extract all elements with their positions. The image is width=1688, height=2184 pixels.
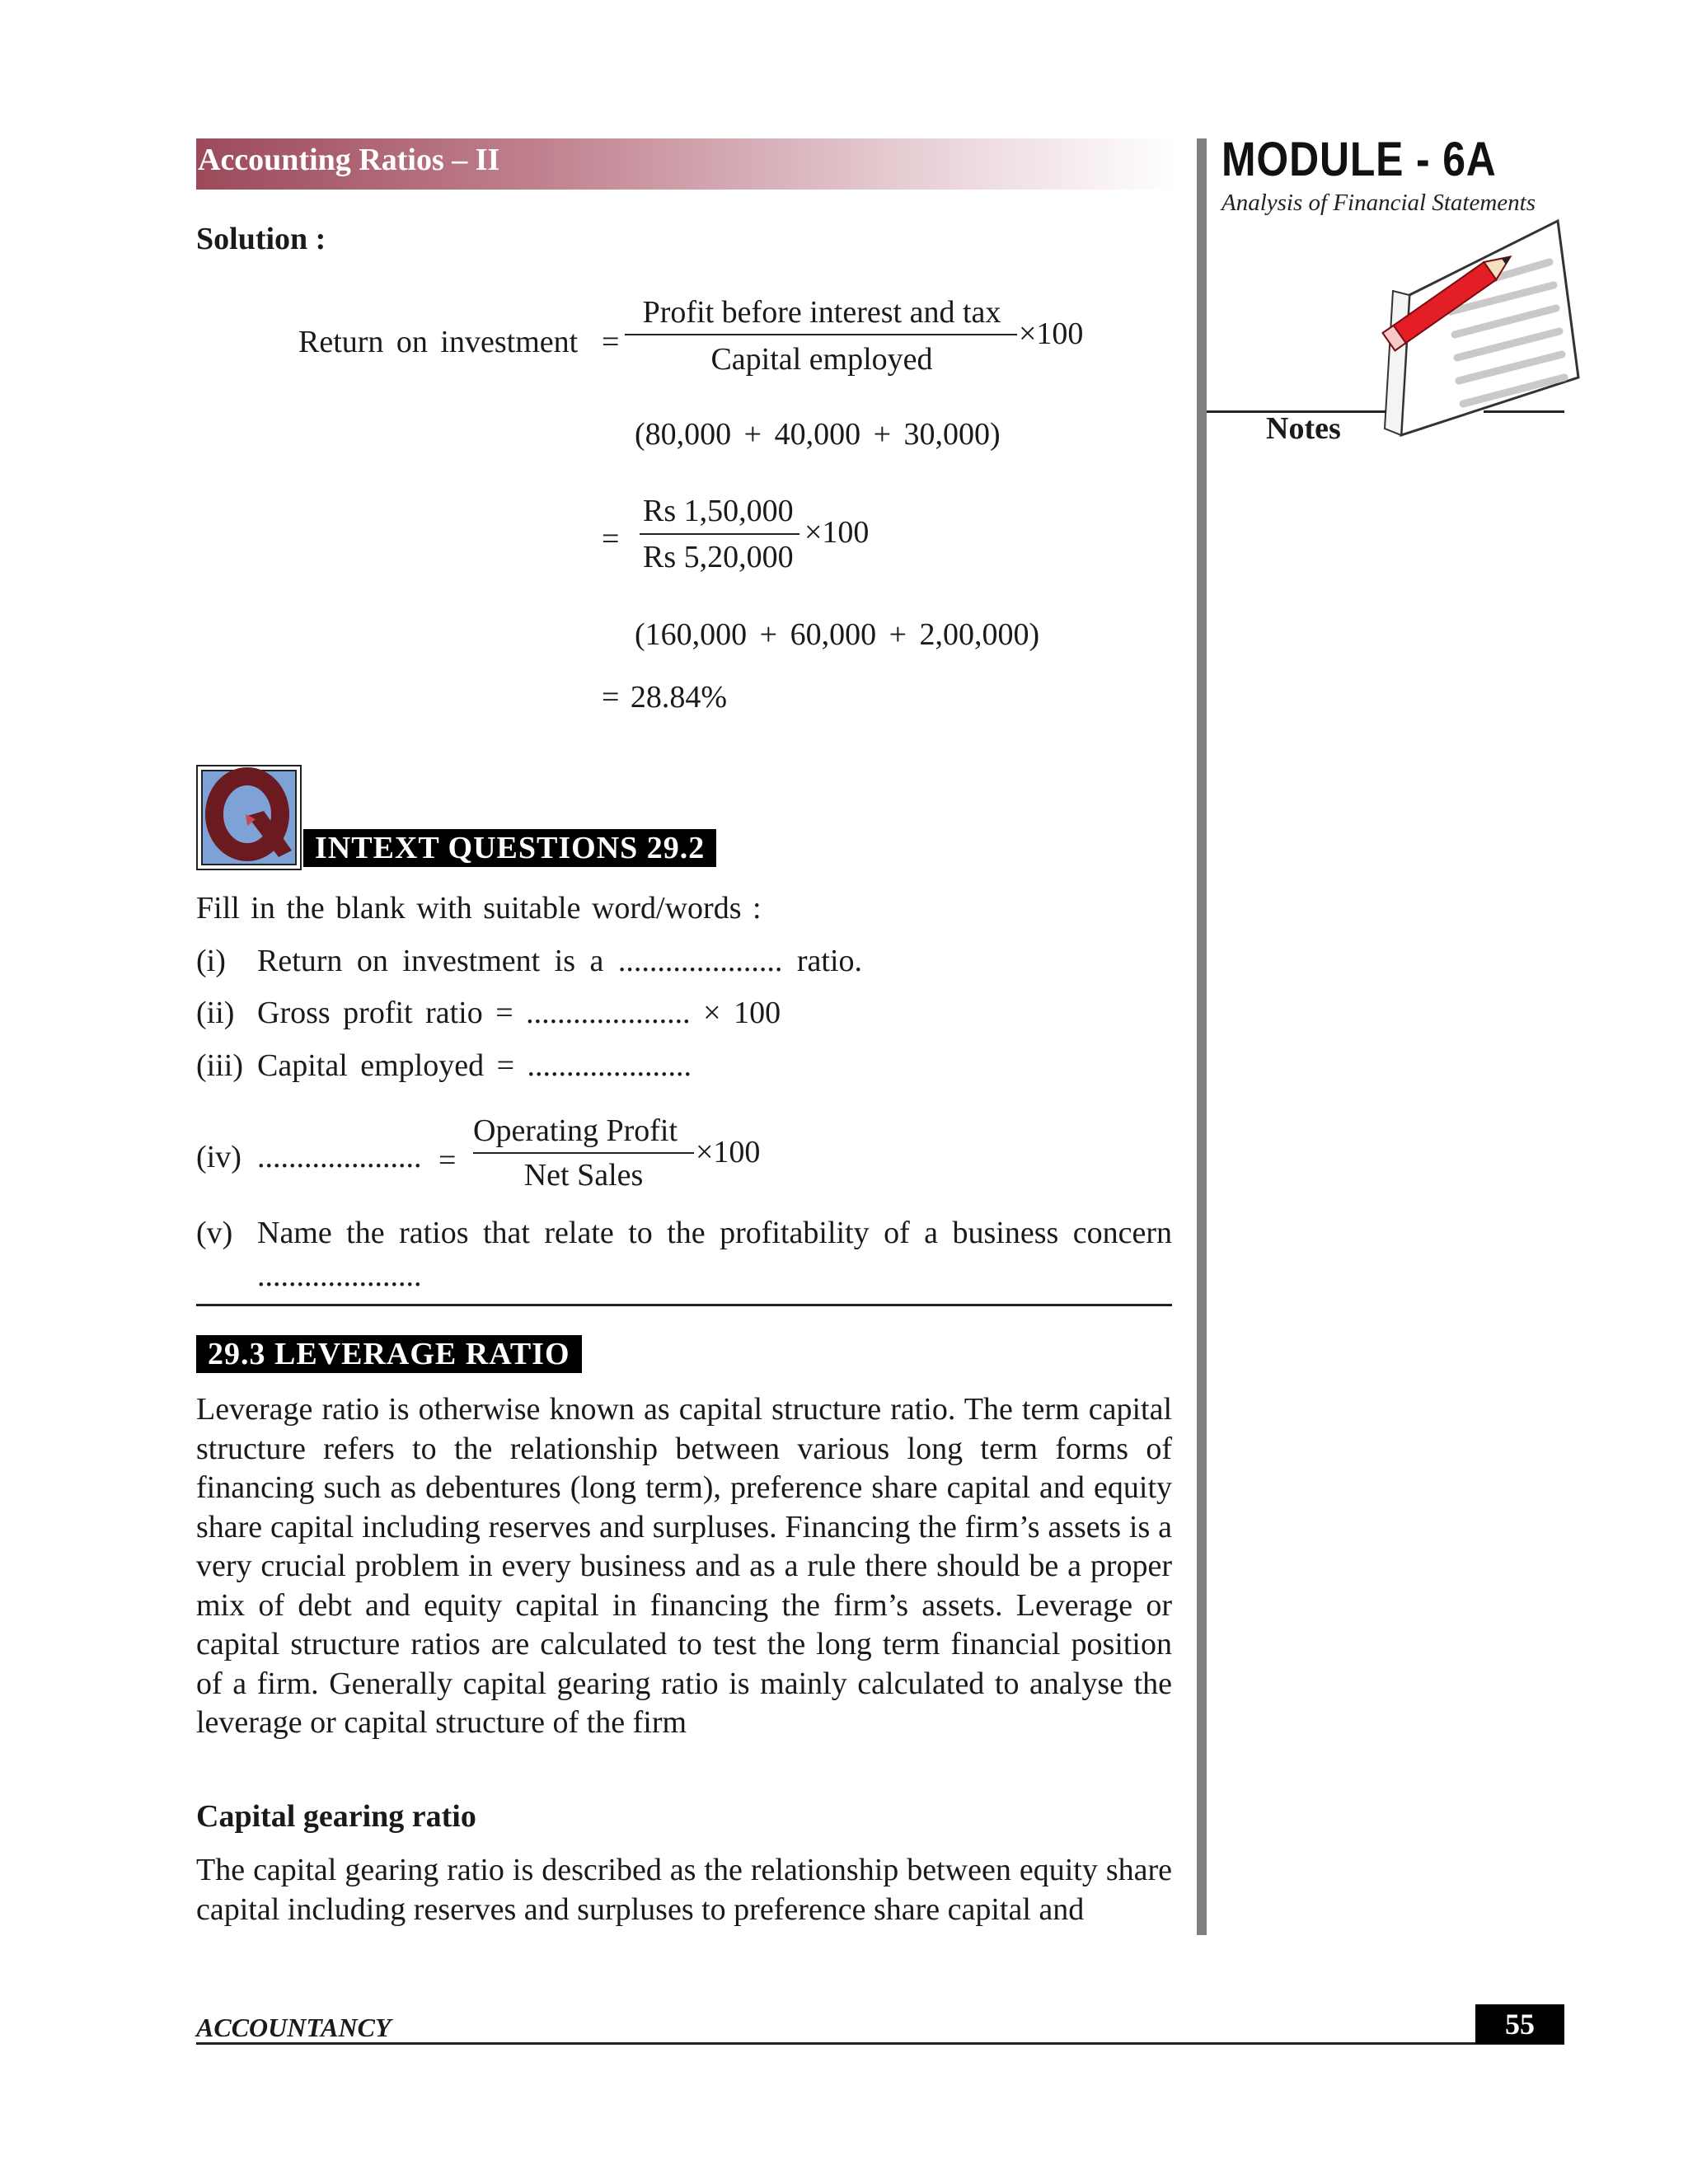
notes-label: Notes [1266, 411, 1341, 446]
result: = 28.84% [602, 680, 728, 715]
question-text: Gross profit ratio = ..................... × 100 [257, 996, 781, 1030]
denominator-value: Rs 5,20,000 [643, 540, 794, 574]
question-number: (v) [196, 1216, 233, 1250]
margin-divider [1197, 138, 1207, 1935]
equals-sign: = [438, 1143, 457, 1178]
paragraph: The capital gearing ratio is described as the relationship between equity share capital including reserves and surpluses to preference share capital and [196, 1853, 1172, 1927]
module-subtitle: Analysis of Financial Statements [1221, 190, 1536, 216]
equals-sign: = [602, 325, 620, 359]
numerator-value: Rs 1,50,000 [643, 494, 794, 528]
fraction-bar [640, 533, 799, 535]
capital-sum: (160,000 + 60,000 + 2,00,000) [635, 617, 1040, 652]
roi-label: Return on investment [298, 325, 579, 359]
blank: ..................... [257, 1258, 422, 1293]
question-number: (i) [196, 944, 226, 978]
footer-rule [196, 2042, 1564, 2045]
paragraph: Leverage ratio is otherwise known as capital structure ratio. The term capital structure refers to the relationship between various long term forms of financing such as debentures (long term), preference share capital and equity share capital including reserves and surpluses. Financing the firm’s assets is a very crucial problem in every business and as a rule there should be a proper mix of debt and equity capital in financing the firm’s assets. Leverage or capital structure ratios are calculated to test the long term financial position of a firm. Generally capital gearing ratio is mainly calculated to analyse the leverage or capital structure of the firm [196, 1392, 1172, 1740]
subheading: Capital gearing ratio [196, 1799, 476, 1834]
chapter-title: Accounting Ratios – II [198, 143, 500, 177]
question-text: Name the ratios that relate to the profitability of a business concern [257, 1216, 1172, 1250]
fraction-numerator: Profit before interest and tax [642, 295, 1001, 330]
question-number: (iii) [196, 1048, 243, 1083]
fraction-numerator: Operating Profit [473, 1113, 678, 1148]
times-100: ×100 [696, 1135, 761, 1169]
question-text: Capital employed = ..................... [257, 1048, 692, 1083]
fraction-bar [473, 1152, 694, 1154]
fraction-bar [625, 334, 1017, 335]
question-text: Return on investment is a ..................... ratio. [257, 944, 863, 978]
solution-label: Solution : [196, 222, 326, 256]
fraction-denominator: Net Sales [523, 1158, 644, 1193]
module-title: MODULE - 6A [1221, 133, 1497, 186]
section-heading: 29.3 LEVERAGE RATIO [196, 1335, 582, 1373]
footer-label: ACCOUNTANCY [196, 2013, 392, 2042]
times-100: ×100 [804, 515, 870, 550]
question-number: (ii) [196, 996, 235, 1030]
blank: ..................... [257, 1140, 422, 1174]
profit-sum: (80,000 + 40,000 + 30,000) [635, 417, 1001, 452]
intext-questions-heading: INTEXT QUESTIONS 29.2 [303, 829, 716, 867]
page-number: 55 [1475, 2004, 1564, 2044]
section-rule [196, 1304, 1172, 1306]
fraction-denominator: Capital employed [710, 342, 933, 377]
question-number: (iv) [196, 1140, 241, 1174]
notes-rule [1484, 410, 1564, 413]
times-100: ×100 [1019, 316, 1084, 351]
equals-sign: = [602, 522, 620, 556]
question-q-icon [196, 765, 302, 874]
intext-intro: Fill in the blank with suitable word/words : [196, 891, 762, 926]
